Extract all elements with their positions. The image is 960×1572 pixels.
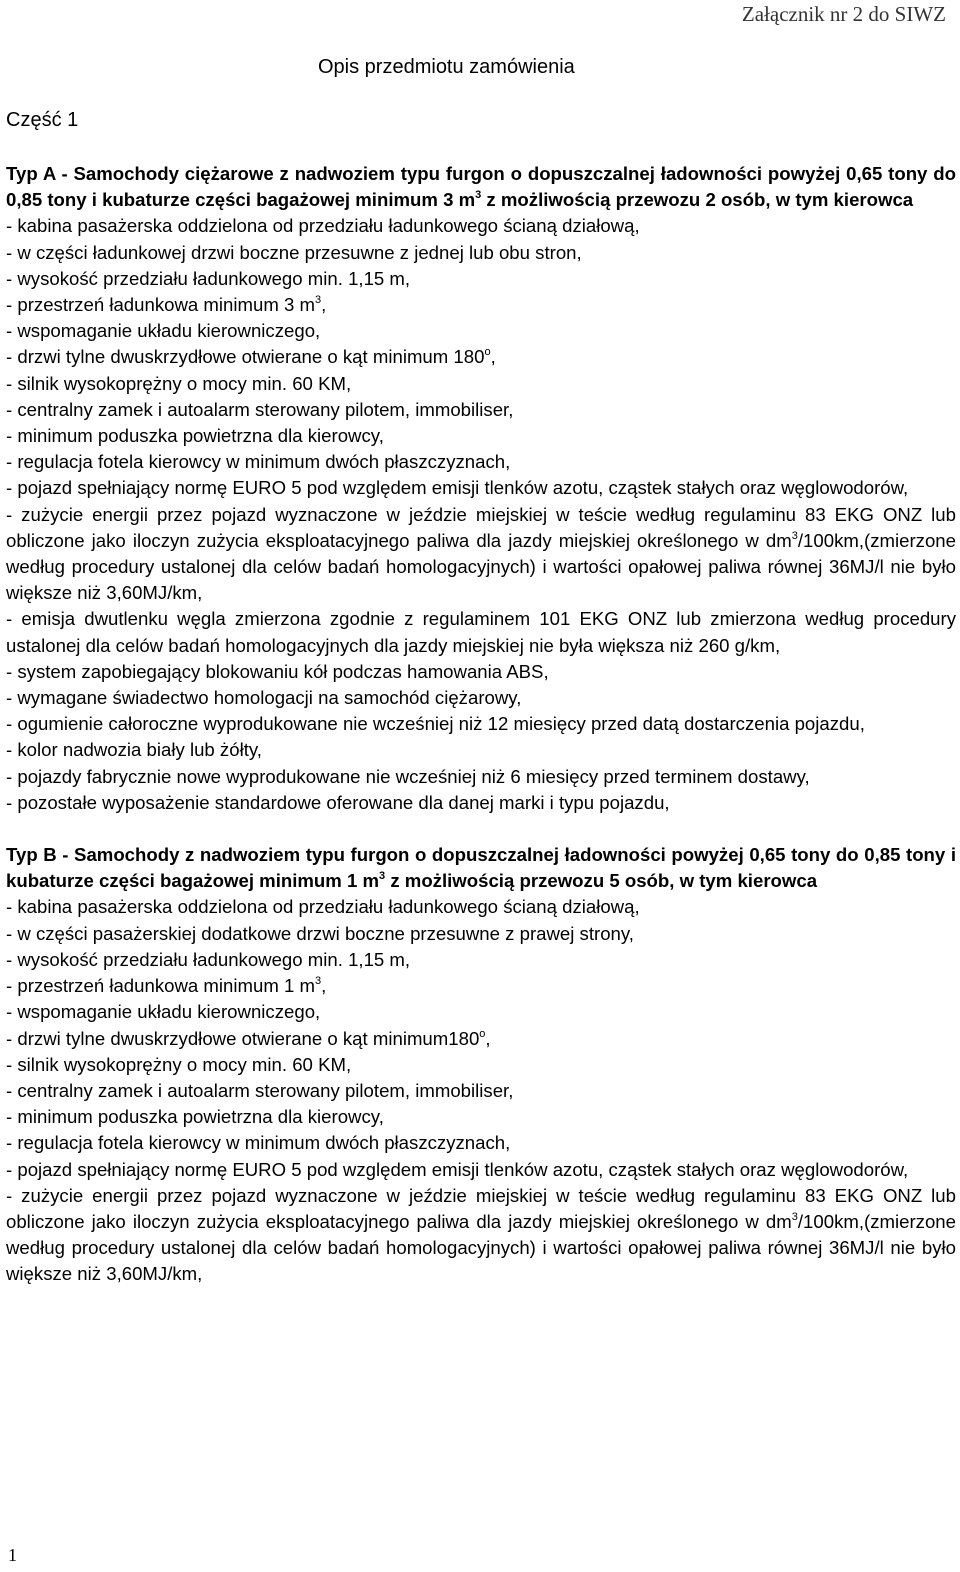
requirement-item: - pojazd spełniający normę EURO 5 pod względem emisji tlenków azotu, cząstek stałych oraz węglowodorów, (6, 1158, 909, 1180)
requirement-item: - silnik wysokoprężny o mocy min. 60 KM, (6, 1053, 352, 1075)
requirement-item: - drzwi tylne dwuskrzydłowe otwierane o kąt minimum180$^o$, (6, 1027, 491, 1049)
requirement-item: - silnik wysokoprężny o mocy min. 60 KM, (6, 372, 352, 394)
requirement-item: - regulacja fotela kierowcy w minimum dwóch płaszczyznach, (6, 451, 511, 473)
requirement-item: - regulacja fotela kierowcy w minimum dwóch płaszczyznach, (6, 1132, 511, 1154)
requirements-list (6, 894, 956, 1287)
requirement-item: - przestrzeń ładunkowa minimum 1 $m^3$, (6, 975, 327, 997)
requirement-item: - wspomaganie układu kierowniczego, (6, 320, 321, 342)
requirement-item: - ogumienie całoroczne wyprodukowane nie wcześniej niż 12 miesięcy przed datą dostarczenia pojazdu, (6, 713, 865, 735)
section-type-a (6, 161, 956, 816)
requirement-item: - pojazd spełniający normę EURO 5 pod względem emisji tlenków azotu, cząstek stałych oraz węglowodorów, (6, 477, 909, 499)
requirement-item: - kabina pasażerska oddzielona od przedziału ładunkowego ścianą działową, (6, 215, 640, 237)
page-number: 1 (8, 1545, 17, 1565)
requirement-item: - drzwi tylne dwuskrzydłowe otwierane o kąt minimum 180$^o$, (6, 346, 496, 368)
requirement-item: - wysokość przedziału ładunkowego min. 1,15 m, (6, 267, 411, 289)
requirement-item: - pozostałe wyposażenie standardowe oferowane dla danej marki i typu pojazdu, (6, 791, 670, 813)
document-title: Opis przedmiotu zamówienia (318, 56, 575, 78)
requirement-item: - centralny zamek i autoalarm sterowany pilotem, immobiliser, (6, 398, 514, 420)
section-heading: Typ A - Samochody ciężarowe z nadwoziem typu furgon o dopuszczalnej ładowności powyżej 0,65 tony do 0,85 tony i kubaturze części bagażowej minimum 3 $m^3$ z możliwością przewozu 2 osób, w tym kierowca (6, 163, 956, 211)
requirement-item: - pojazdy fabrycznie nowe wyprodukowane nie wcześniej niż 6 miesięcy przed terminem dostawy, (6, 765, 810, 787)
requirement-item: - wysokość przedziału ładunkowego min. 1,15 m, (6, 948, 411, 970)
section-type-b (6, 842, 956, 1287)
requirement-item: - zużycie energii przez pojazd wyznaczone w jeździe miejskiej w teście według regulaminu 83 EKG ONZ lub obliczone jako iloczyn zużycia eksploatacyjnego paliwa dla jazdy miejskiej określonego w $dm^3/100km,(zmierzone$ według procedury ustalonej dla celów badań homologacyjnych) i wartości opałowej paliwa równej 36MJ/l nie było większe niż 3,60MJ/km, (6, 503, 956, 604)
annex-label: Załącznik nr 2 do SIWZ (741, 2, 946, 26)
requirement-item: - kolor nadwozia biały lub żółty, (6, 739, 262, 761)
part-heading: Część 1 (6, 109, 79, 131)
document-body (6, 161, 956, 1288)
requirement-item: - minimum poduszka powietrzna dla kierowcy, (6, 425, 384, 447)
section-heading: Typ B - Samochody z nadwoziem typu furgon o dopuszczalnej ładowności powyżej 0,65 tony do 0,85 tony i kubaturze części bagażowej minimum 1 $m^3$ z możliwością przewozu 5 osób, w tym kierowca (6, 844, 956, 892)
requirement-item: - system zapobiegający blokowaniu kół podczas hamowania ABS, (6, 660, 549, 682)
requirement-item: - w części ładunkowej drzwi boczne przesuwne z jednej lub obu stron, (6, 241, 582, 263)
requirements-list (6, 213, 956, 816)
requirement-item: - minimum poduszka powietrzna dla kierowcy, (6, 1106, 384, 1128)
requirement-item: - w części pasażerskiej dodatkowe drzwi boczne przesuwne z prawej strony, (6, 922, 634, 944)
requirement-item: - zużycie energii przez pojazd wyznaczone w jeździe miejskiej w teście według regulaminu 83 EKG ONZ lub obliczone jako iloczyn zużycia eksploatacyjnego paliwa dla jazdy miejskiej określonego w $dm^3/100km,(zmierzone$ według procedury ustalonej dla celów badań homologacyjnych) i wartości opałowej paliwa równej 36MJ/l nie było większe niż 3,60MJ/km, (6, 1184, 956, 1285)
requirement-item: - kabina pasażerska oddzielona od przedziału ładunkowego ścianą działową, (6, 896, 640, 918)
requirement-item: - przestrzeń ładunkowa minimum 3 $m^3$, (6, 294, 327, 316)
requirement-item: - wymagane świadectwo homologacji na samochód ciężarowy, (6, 687, 522, 709)
requirement-item: - wspomaganie układu kierowniczego, (6, 1001, 321, 1023)
requirement-item: - centralny zamek i autoalarm sterowany pilotem, immobiliser, (6, 1079, 514, 1101)
requirement-item: - emisja dwutlenku węgla zmierzona zgodnie z regulaminem 101 EKG ONZ lub zmierzona według procedury ustalonej dla celów badań homologacyjnych dla jazdy miejskiej nie była większa niż 260 g/km, (6, 608, 956, 656)
